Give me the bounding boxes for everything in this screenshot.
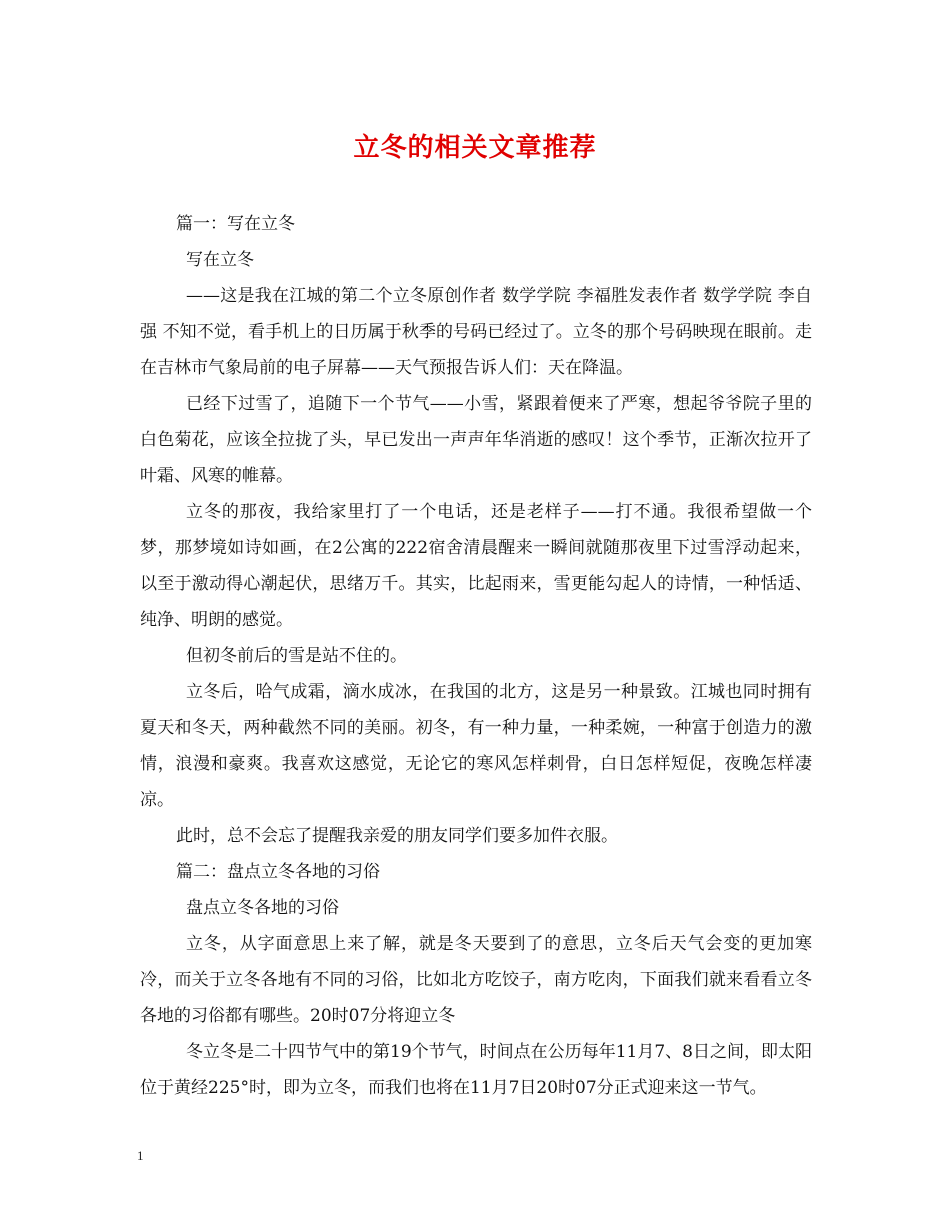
document-title: 立冬的相关文章推荐	[353, 133, 597, 163]
paragraph: 冬立冬是二十四节气中的第19个节气，时间点在公历每年11月7、8日之间，即太阳位于黄经225°时，即为立冬，而我们也将在11月7日20时07分正式迎来这一节气。	[140, 1042, 812, 1098]
paragraph: 已经下过雪了，追随下一个节气——小雪，紧跟着便来了严寒，想起爷爷院子里的白色菊花，应该全拉拢了头，早已发出一声声年华消逝的感叹！这个季节，正渐次拉开了叶霜、风寒的帷幕。	[140, 394, 812, 486]
paragraph: 此时，总不会忘了提醒我亲爱的朋友同学们要多加件衣服。	[176, 826, 618, 846]
section-heading-2: 篇二：盘点立冬各地的习俗	[176, 862, 380, 882]
paragraph: 立冬后，哈气成霜，滴水成冰，在我国的北方，这是另一种景致。江城也同时拥有夏天和冬天，两种截然不同的美丽。初冬，有一种力量，一种柔婉，一种富于创造力的激情，浪漫和豪爽。我喜欢这感觉，无论它的寒风怎样刺骨，白日怎样短促，夜晚怎样凄凉。	[140, 682, 812, 810]
article-title-1: 写在立冬	[186, 250, 254, 270]
section-heading-1: 篇一：写在立冬	[176, 214, 295, 234]
article-title-2: 盘点立冬各地的习俗	[186, 898, 339, 918]
paragraph: 但初冬前后的雪是站不住的。	[186, 646, 407, 666]
paragraph: ——这是我在江城的第二个立冬原创作者 数学学院 李福胜发表作者 数学学院 李自强 不知不觉，看手机上的日历属于秋季的号码已经过了。立冬的那个号码映现在眼前。走在吉林市气象局前的电子屏幕——天气预报告诉人们：天在降温。	[140, 286, 812, 378]
paragraph: 立冬，从字面意思上来了解，就是冬天要到了的意思，立冬后天气会变的更加寒冷，而关于立冬各地有不同的习俗，比如北方吃饺子，南方吃肉，下面我们就来看看立冬各地的习俗都有哪些。20时07分将迎立冬	[140, 934, 812, 1026]
page-number: 1	[137, 1148, 144, 1163]
paragraph: 立冬的那夜，我给家里打了一个电话，还是老样子——打不通。我很希望做一个梦，那梦境如诗如画，在2公寓的222宿舍清晨醒来一瞬间就随那夜里下过雪浮动起来，以至于激动得心潮起伏，思绪万千。其实，比起雨来，雪更能勾起人的诗情，一种恬适、纯净、明朗的感觉。	[140, 502, 812, 630]
document-body	[140, 206, 812, 1106]
